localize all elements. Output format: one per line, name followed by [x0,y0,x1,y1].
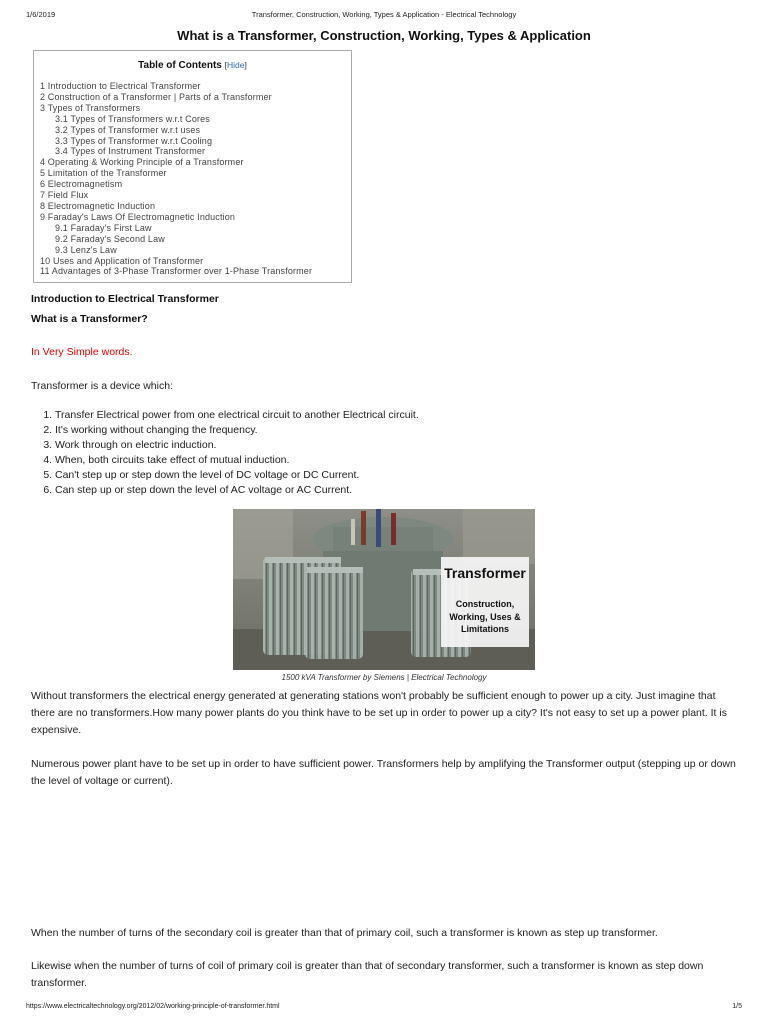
transformer-figure [233,509,535,670]
table-of-contents [33,50,352,283]
toc-item[interactable]: 3.4 Types of Instrument Transformer [55,146,206,157]
toc-item[interactable]: 9.1 Faraday's First Law [55,222,152,233]
toc-item[interactable]: 6 Electromagnetism [40,179,123,190]
highlight-note: In Very Simple words. [31,346,133,358]
paragraph-numerous-plants: Numerous power plant have to be set up in order to have sufficient power. Transformers help by amplifying the Transformer output (stepping up or down the level of voltage or current). [31,758,736,787]
toc-bracket-close: ] [244,60,247,70]
toc-item[interactable]: 3.3 Types of Transformer w.r.t Cooling [55,135,213,146]
print-header [26,10,742,22]
toc-item[interactable]: 3.1 Types of Transformers w.r.t Cores [55,113,210,124]
toc-item[interactable]: 11 Advantages of 3-Phase Transformer over 1-Phase Transformer [40,266,313,277]
print-footer [26,1003,742,1015]
figure-overlay-title: Transformer [444,565,526,581]
paragraph-step-up: When the number of turns of the secondary coil is greater than that of primary coil, such a transformer is known as step up transformer. [31,927,658,939]
toc-item[interactable]: 10 Uses and Application of Transformer [40,255,204,266]
toc-item[interactable]: 3.2 Types of Transformer w.r.t uses [55,124,201,135]
lead-paragraph: Transformer is a device which: [31,380,173,392]
definition-list [31,408,419,498]
toc-heading [34,60,351,73]
toc-heading-label: Table of Contents [138,60,222,71]
section-heading-introduction: Introduction to Electrical Transformer [31,293,219,305]
list-item: 3. Work through on electric induction. [55,438,419,453]
print-page-title: Transformer, Construction, Working, Types & Application - Electrical Technology [251,10,517,19]
print-date: 1/6/2019 [26,10,56,19]
toc-item[interactable]: 7 Field Flux [40,190,89,201]
toc-list [34,81,351,277]
toc-item[interactable]: 3 Types of Transformers [40,102,141,113]
toc-item[interactable]: 9 Faraday's Laws Of Electromagnetic Induction [40,211,236,222]
article-title: What is a Transformer, Construction, Working, Types & Application [177,28,591,43]
figure-caption: 1500 kVA Transformer by Siemens | Electrical Technology [281,673,487,682]
toc-bracket-open: [ [224,60,227,70]
list-item: 5. Can't step up or step down the level of DC voltage or DC Current. [55,468,419,483]
list-item: 4. When, both circuits take effect of mutual induction. [55,453,419,468]
print-page-number: 1/5 [732,1003,742,1010]
paragraph-without-transformers: Without transformers the electrical energy generated at generating stations won't probably be sufficient enough to power up a city. Just imagine that there are no transformers.How many power plants do you think have to be set up in order to power up a city? It's not easy to set up a power plant. It is expensive. [31,690,727,736]
list-item: 2. It's working without changing the frequency. [55,423,419,438]
toc-item[interactable]: 9.2 Faraday's Second Law [55,233,165,244]
list-item: 1. Transfer Electrical power from one electrical circuit to another Electrical circuit. [55,408,419,423]
paragraph-step-down: Likewise when the number of turns of coil of primary coil is greater than that of secondary transformer, such a transformer is known as step down transformer. [31,960,704,989]
toc-item[interactable]: 4 Operating & Working Principle of a Transformer [40,157,244,168]
section-heading-what-is: What is a Transformer? [31,313,148,325]
toc-item[interactable]: 2 Construction of a Transformer | Parts of a Transformer [40,91,272,102]
list-item: 6. Can step up or step down the level of AC voltage or AC Current. [55,483,419,498]
toc-item[interactable]: 5 Limitation of the Transformer [40,168,167,179]
toc-item[interactable]: 1 Introduction to Electrical Transformer [40,81,201,91]
toc-hide-link[interactable]: Hide [227,60,245,70]
figure-overlay-subtitle: Construction, Working, Uses & Limitations [449,599,521,634]
toc-item[interactable]: 8 Electromagnetic Induction [40,200,156,211]
print-url: https://www.electricaltechnology.org/2012/02/working-principle-of-transformer.html [26,1003,280,1010]
toc-item[interactable]: 9.3 Lenz's Law [55,244,117,255]
